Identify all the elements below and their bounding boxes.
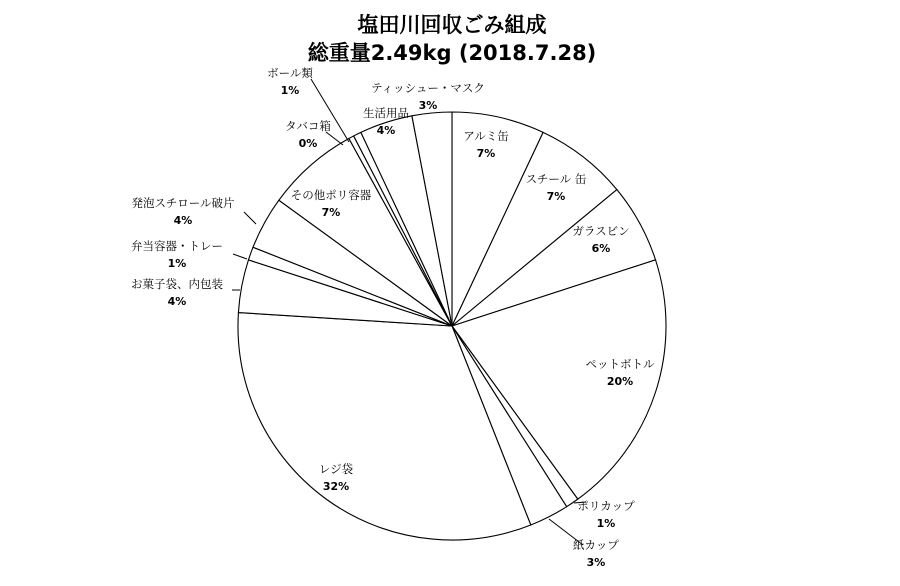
slice-percent-label: 3% — [586, 556, 606, 569]
slice-label: 発泡スチロール破片 — [131, 196, 235, 210]
slice-percent-label: 3% — [418, 99, 438, 112]
chart-title: 塩田川回収ごみ組成 — [357, 13, 547, 37]
slice-percent-label: 1% — [280, 84, 300, 97]
slice-percent-label: 1% — [167, 257, 187, 270]
leader-line — [326, 132, 343, 145]
slice-label: アルミ缶 — [463, 129, 509, 143]
slice-percent-label: 4% — [173, 214, 193, 227]
leader-line — [233, 254, 247, 259]
slice-label: ボール類 — [267, 66, 313, 80]
slice-label: ポリカップ — [577, 499, 635, 513]
slice-label: ペットボトル — [585, 357, 655, 371]
slice-percent-label: 4% — [376, 124, 396, 137]
slice-label: ティッシュー・マスク — [371, 81, 485, 95]
slice-label: レジ袋 — [318, 462, 354, 476]
slice-percent-label: 7% — [546, 190, 566, 203]
slice-percent-label: 20% — [606, 375, 634, 388]
slice-label: スチール 缶 — [525, 172, 587, 186]
slice-percent-label: 4% — [167, 295, 187, 308]
slice-percent-label: 6% — [591, 242, 611, 255]
slice-percent-label: 32% — [322, 480, 350, 493]
leader-line — [244, 212, 256, 224]
slice-percent-label: 0% — [298, 137, 318, 150]
slice-label: タバコ箱 — [285, 119, 331, 133]
slice-label: 弁当容器・トレー — [131, 239, 223, 253]
slice-label: ガラスビン — [572, 224, 630, 238]
chart-subtitle: 総重量2.49kg (2018.7.28) — [307, 41, 597, 65]
slice-label: その他ポリ容器 — [290, 188, 372, 202]
slice-percent-label: 1% — [596, 517, 616, 530]
slice-label: 紙カップ — [573, 538, 619, 552]
slice-label: 生活用品 — [363, 106, 409, 120]
slice-label: お菓子袋、内包装 — [131, 277, 223, 291]
slice-percent-label: 7% — [476, 147, 496, 160]
pie-slices — [238, 112, 666, 540]
slice-percent-label: 7% — [321, 206, 341, 219]
